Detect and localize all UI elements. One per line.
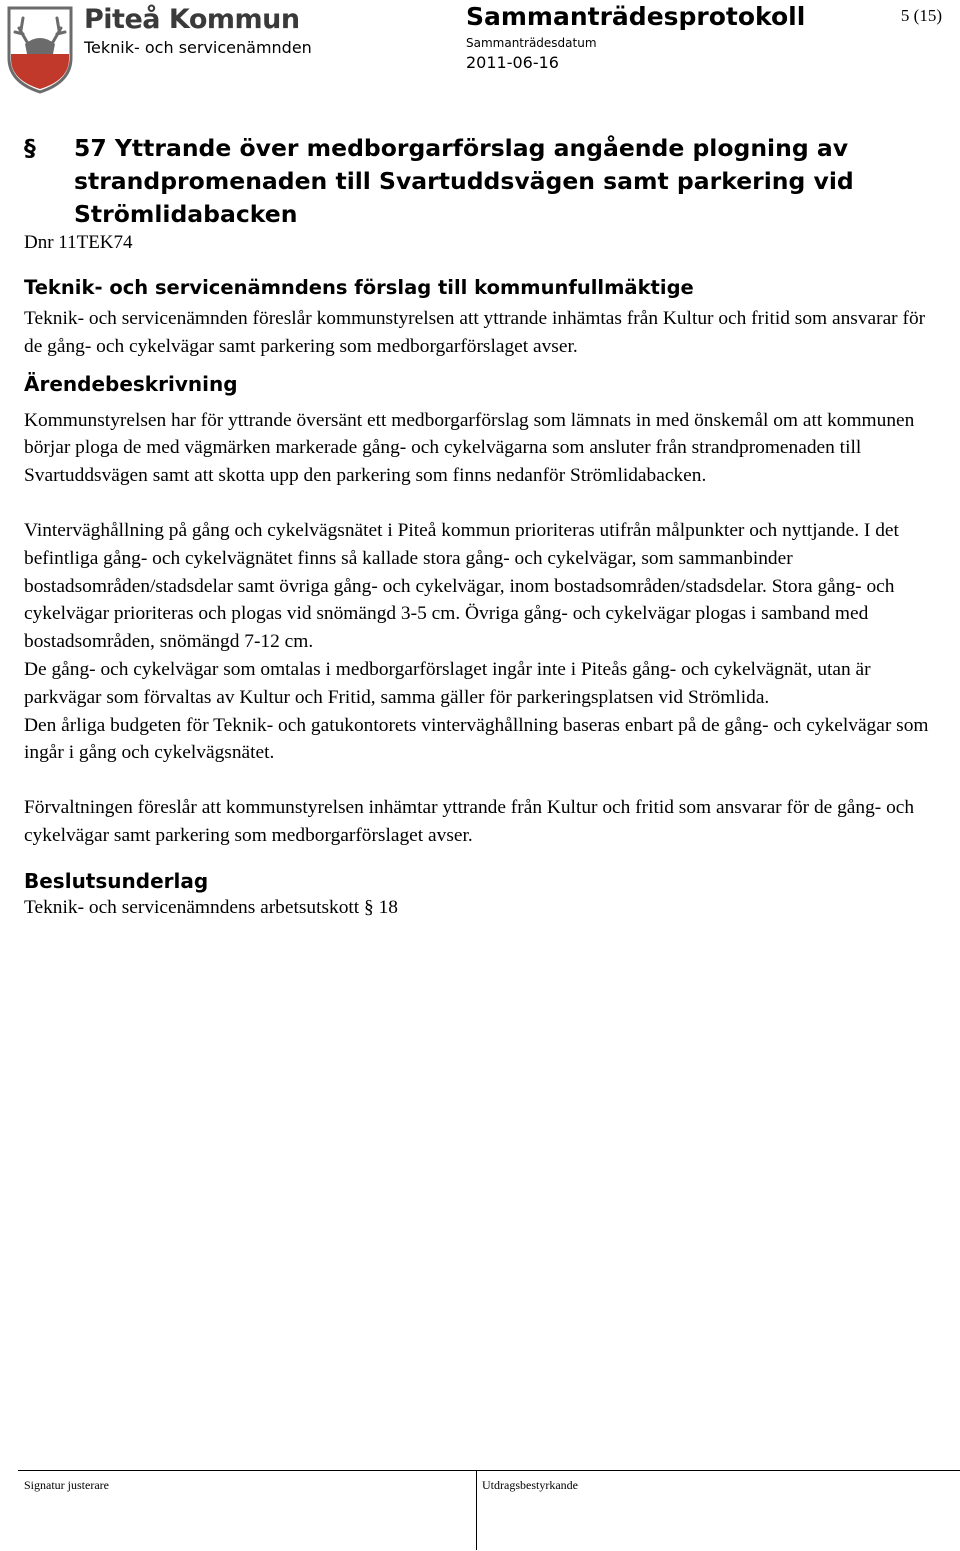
extract-box bbox=[476, 1470, 960, 1550]
protocol-body bbox=[24, 132, 940, 922]
basis-heading: Beslutsunderlag bbox=[24, 868, 209, 893]
meeting-date: 2011-06-16 bbox=[466, 53, 559, 72]
reindeer-crest-icon bbox=[5, 4, 75, 94]
case-number: Dnr 11TEK74 bbox=[24, 232, 133, 253]
signature-footer bbox=[18, 1470, 960, 1492]
signature-label: Signatur justerare bbox=[24, 1478, 109, 1492]
org-name: Piteå Kommun bbox=[84, 4, 300, 35]
page-number: 5 (15) bbox=[900, 6, 942, 25]
description-paragraph-5: Förvaltningen föreslår att kommunstyrelsen inhämtar yttrande från Kultur och fritid som ansvarar för de gång- och cykelvägar samt parkering som medborgarförslaget avser. bbox=[24, 797, 915, 846]
section-sign: § bbox=[24, 134, 36, 162]
description-paragraph-2: Vinterväghållning på gång och cykelvägsnätet i Piteå kommun prioriteras utifrån målpunkter och nyttjande. I det befintliga gång- och cykelvägnätet finns så kallade stora gång- och cykelvägar, som sammanbinder bostadsområden/stadsdelar samt övriga gång- och cykelvägar, inom bostadsområden/stadsdelar. Stora gång- och cykelvägar prioriteras och plogas vid snömängd 3-5 cm. Övriga gång- och cykelvägar plogas i samband med bostadsområden, snömängd 7-12 cm. bbox=[24, 519, 899, 653]
proposal-text: Teknik- och servicenämnden föreslår kommunstyrelsen att yttrande inhämtas från Kultur och fritid som ansvarar för de gång- och cykelvägar samt parkering som medborgarförslaget avser. bbox=[24, 308, 926, 357]
description-paragraph-1: Kommunstyrelsen har för yttrande översänt ett medborgarförslag som lämnats in med önskemål om att kommunen börjar ploga de med vägmärken markerade gång- och cykelvägarna som ansluter från strandpromenaden till Svartuddsvägen samt att skotta upp den parkering som finns nedanför Strömlidabacken. bbox=[24, 409, 915, 487]
description-paragraph-3: De gång- och cykelvägar som omtalas i medborgarförslaget ingår inte i Piteås gång- och cykelvägnät, utan är parkvägar som förvaltas av Kultur och Fritid, samma gäller för parkeringsplatsen vid Strömlida. bbox=[24, 658, 871, 708]
basis-text: Teknik- och servicenämndens arbetsutskott § 18 bbox=[24, 896, 398, 918]
title-text: 57 Yttrande över medborgarförslag angående plogning av strandpromenaden till Svartuddsvägen samt parkering vid Strömlidabacken bbox=[74, 134, 854, 228]
extract-label: Utdragsbestyrkande bbox=[482, 1478, 578, 1492]
description-heading: Ärendebeskrivning bbox=[24, 371, 238, 396]
signature-box bbox=[18, 1470, 477, 1550]
document-type: Sammanträdesprotokoll bbox=[466, 2, 806, 31]
date-label: Sammanträdesdatum bbox=[466, 36, 597, 50]
description-paragraph-4: Den årliga budgeten för Teknik- och gatukontorets vinterväghållning baseras enbart på de gång- och cykelvägar som ingår i gång och cykelvägsnätet. bbox=[24, 714, 929, 764]
page-title bbox=[24, 132, 940, 231]
proposal-heading: Teknik- och servicenämndens förslag till kommunfullmäktige bbox=[24, 276, 694, 299]
committee-name: Teknik- och servicenämnden bbox=[84, 38, 312, 57]
